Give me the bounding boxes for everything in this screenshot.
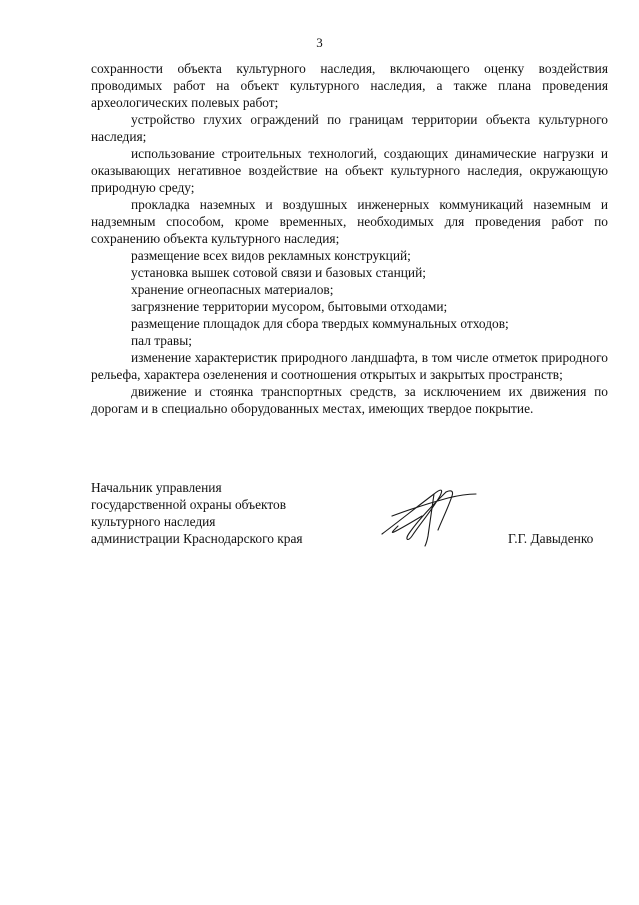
paragraph: использование строительных технологий, создающих динамические нагрузки и оказывающих негативное воздействие на объект культурного наследия, окружающую природную среду; — [91, 146, 608, 195]
signatory-title-line: культурного наследия — [91, 514, 216, 529]
paragraph: движение и стоянка транспортных средств, за исключением их движения по дорогам и в специально оборудованных местах, имеющих твердое покрытие. — [91, 384, 608, 416]
paragraph: устройство глухих ограждений по границам территории объекта культурного наследия; — [91, 112, 608, 144]
paragraph: пал травы; — [131, 333, 192, 348]
paragraph: размещение всех видов рекламных конструкций; — [131, 248, 411, 263]
page-number: 3 — [316, 35, 323, 50]
signatory-title-line: администрации Краснодарского края — [91, 531, 303, 546]
signatory-title-line: Начальник управления — [91, 480, 222, 495]
paragraph: хранение огнеопасных материалов; — [131, 282, 334, 297]
paragraph: изменение характеристик природного ландшафта, в том числе отметок природного рельефа, характера озеленения и соотношения открытых и закрытых пространств; — [91, 350, 608, 382]
document-body — [91, 60, 608, 417]
paragraph: установка вышек сотовой связи и базовых станций; — [131, 265, 426, 280]
paragraph: сохранности объекта культурного наследия, включающего оценку воздействия проводимых работ на объект культурного наследия, а также плана проведения археологических полевых работ; — [91, 61, 608, 110]
paragraph: размещение площадок для сбора твердых коммунальных отходов; — [131, 316, 509, 331]
signatory-title-block — [91, 479, 303, 547]
signatory-title-line: государственной охраны объектов — [91, 497, 287, 512]
signatory-name: Г.Г. Давыденко — [508, 531, 594, 546]
paragraph: загрязнение территории мусором, бытовыми отходами; — [131, 299, 448, 314]
handwritten-signature — [368, 478, 488, 548]
paragraph: прокладка наземных и воздушных инженерных коммуникаций наземным и надземным способом, кроме временных, необходимых для проведения работ по сохранению объекта культурного наследия; — [91, 197, 608, 246]
